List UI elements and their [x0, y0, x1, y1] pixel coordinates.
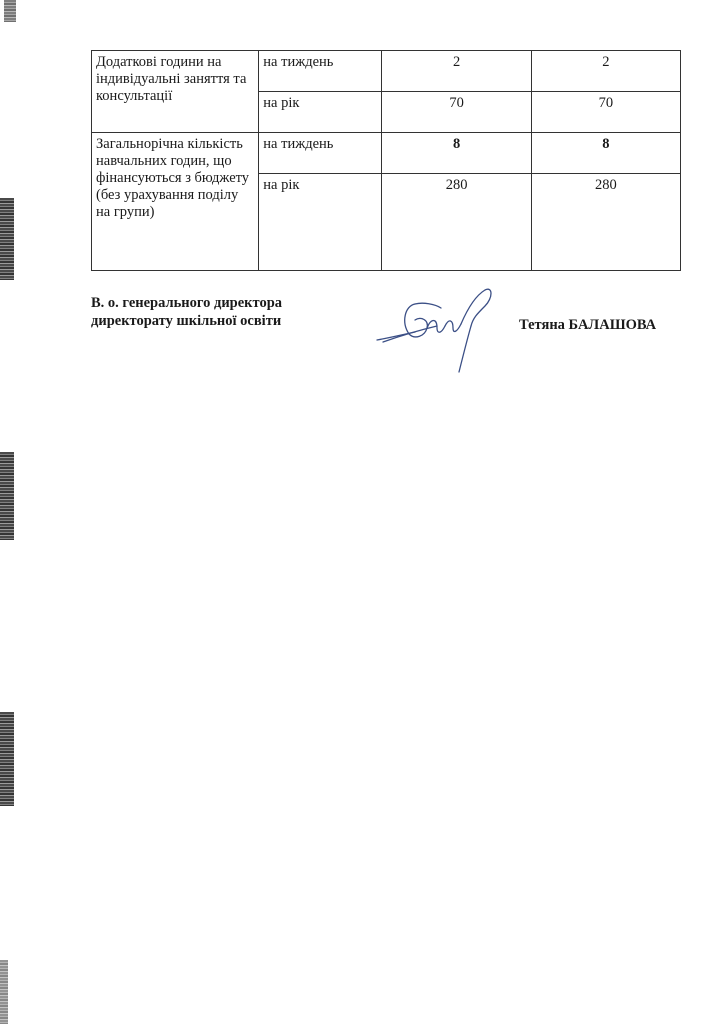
value-cell: 2 — [382, 51, 531, 92]
period-cell: на тиждень — [259, 51, 382, 92]
category-cell: Загальнорічна кількість навчальних годин, що фінансуються з бюджету (без урахування поділу на групи) — [92, 133, 259, 271]
handwritten-signature — [375, 282, 500, 377]
value-cell: 70 — [531, 92, 680, 133]
period-cell: на рік — [259, 92, 382, 133]
period-cell: на тиждень — [259, 133, 382, 174]
scan-artifact — [0, 198, 14, 280]
scan-artifact — [0, 712, 14, 806]
scan-artifact — [4, 0, 16, 22]
period-cell: на рік — [259, 174, 382, 271]
value-cell: 280 — [531, 174, 680, 271]
scan-artifact — [0, 960, 8, 1024]
scan-artifact — [0, 452, 14, 540]
table-row — [92, 133, 681, 174]
hours-table — [91, 50, 681, 271]
signatory-title — [91, 294, 282, 330]
value-cell: 70 — [382, 92, 531, 133]
category-cell: Додаткові години на індивідуальні заняття та консультації — [92, 51, 259, 133]
signatory-title-line: директорату шкільної освіти — [91, 313, 282, 329]
value-cell: 280 — [382, 174, 531, 271]
table-row — [92, 51, 681, 92]
value-cell: 8 — [531, 133, 680, 174]
signatory-name: Тетяна БАЛАШОВА — [519, 317, 657, 333]
signatory-title-line: В. о. генерального директора — [91, 295, 283, 311]
value-cell: 2 — [531, 51, 680, 92]
value-cell: 8 — [382, 133, 531, 174]
